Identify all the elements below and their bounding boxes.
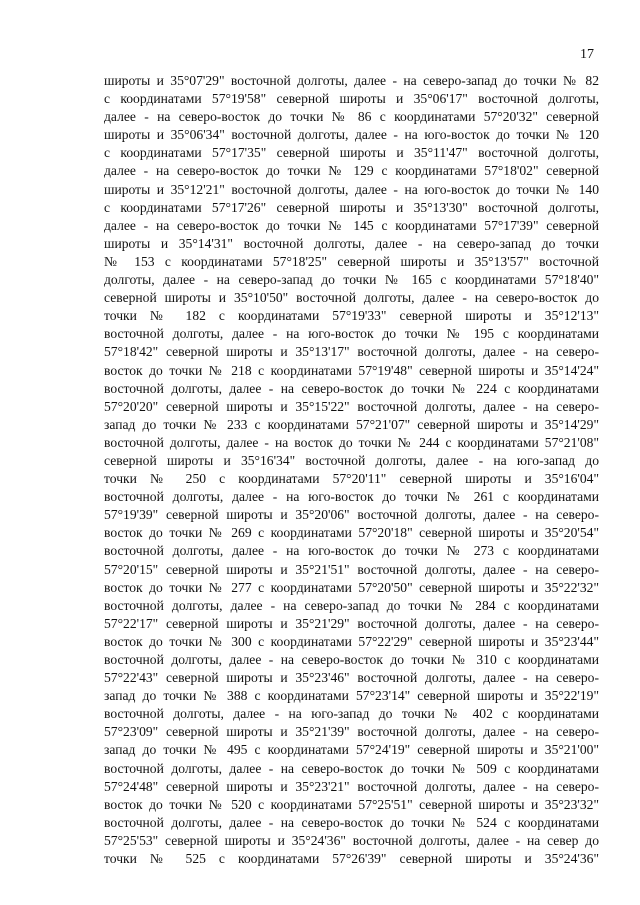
text-line: восточной долготы, далее - на северо-восток до точки № 310 с координатами [104,652,599,667]
text-line: восточной долготы, далее - на северо-восток до точки № 524 с координатами [104,814,599,830]
text-line: далее - на северо-восток до точки № 129 с координатами 57°18'02" северной [104,163,599,179]
text-line: точки № 250 с координатами 57°20'11" северной широты и 35°16'04" [104,471,599,487]
text-line: 57°20'15" северной широты и 35°21'51" восточной долготы, далее - на северо- [104,561,599,577]
text-line: восточной долготы, далее - на восток до точки № 244 с координатами 57°21'08" [104,434,599,450]
text-line: № 153 с координатами 57°18'25" северной широты и 35°13'57" восточной [104,253,599,269]
text-line: восток до точки № 520 с координатами 57°25'51" северной широты и 35°23'32" [104,796,599,812]
text-line: восточной долготы, далее - на юго-восток до точки № 273 с координатами [104,543,599,559]
text-line: широты и 35°06'34" восточной долготы, далее - на юго-восток до точки № 120 [104,127,599,143]
text-line: далее - на северо-восток до точки № 145 с координатами 57°17'39" северной [104,217,599,233]
text-line: восточной долготы, далее - на юго-запад до точки № 402 с координатами [104,706,599,722]
text-line: с координатами 57°17'26" северной широты и 35°13'30" восточной долготы, [104,199,599,215]
page-number: 17 [580,47,594,62]
text-line: восток до точки № 269 с координатами 57°20'18" северной широты и 35°20'54" [104,525,599,541]
text-line: 57°20'20" северной широты и 35°15'22" восточной долготы, далее - на северо- [104,398,599,414]
text-line: северной широты и 35°16'34" восточной долготы, далее - на юго-запад до [104,452,599,468]
text-line: широты и 35°07'29" восточной долготы, далее - на северо-запад до точки № 82 [104,73,599,88]
text-line: восточной долготы, далее - на северо-восток до точки № 509 с координатами [104,760,599,776]
text-line: 57°23'09" северной широты и 35°21'39" восточной долготы, далее - на северо- [104,724,599,740]
text-line: 57°22'17" северной широты и 35°21'29" восточной долготы, далее - на северо- [104,615,599,631]
text-line: восточной долготы, далее - на юго-восток до точки № 195 с координатами [104,326,599,342]
text-line: 57°25'53" северной широты и 35°24'36" восточной долготы, далее - на север до [104,832,599,848]
text-line: восток до точки № 277 с координатами 57°20'50" северной широты и 35°22'32" [104,579,599,595]
text-line: запад до точки № 233 с координатами 57°21'07" северной широты и 35°14'29" [104,416,599,432]
text-line: точки № 525 с координатами 57°26'39" северной широты и 35°24'36" [104,851,599,867]
text-line: восток до точки № 218 с координатами 57°19'48" северной широты и 35°14'24" [104,362,599,378]
text-line: далее - на северо-восток до точки № 86 с координатами 57°20'32" северной [104,109,599,125]
text-line: запад до точки № 388 с координатами 57°23'14" северной широты и 35°22'19" [104,688,599,704]
text-line: восточной долготы, далее - на северо-восток до точки № 224 с координатами [104,380,599,396]
body-paragraph [104,72,599,868]
text-line: 57°19'39" северной широты и 35°20'06" восточной долготы, далее - на северо- [104,507,599,523]
text-line: 57°18'42" северной широты и 35°13'17" восточной долготы, далее - на северо- [104,344,599,360]
text-line: северной широты и 35°10'50" восточной долготы, далее - на северо-восток до [104,290,599,306]
text-line: широты и 35°14'31" восточной долготы, далее - на северо-запад до точки [104,235,599,251]
text-line: восточной долготы, далее - на северо-запад до точки № 284 с координатами [104,597,599,613]
text-line: широты и 35°12'21" восточной долготы, далее - на юго-восток до точки № 140 [104,181,599,197]
text-line: восток до точки № 300 с координатами 57°22'29" северной широты и 35°23'44" [104,633,599,649]
text-line: запад до точки № 495 с координатами 57°24'19" северной широты и 35°21'00" [104,742,599,758]
text-line: с координатами 57°17'35" северной широты и 35°11'47" восточной долготы, [104,145,599,161]
text-line: точки № 182 с координатами 57°19'33" северной широты и 35°12'13" [104,308,599,324]
text-line: 57°24'48" северной широты и 35°23'21" восточной долготы, далее - на северо- [104,778,599,794]
text-line: восточной долготы, далее - на юго-восток до точки № 261 с координатами [104,489,599,505]
text-line: 57°22'43" северной широты и 35°23'46" восточной долготы, далее - на северо- [104,670,599,686]
text-line: с координатами 57°19'58" северной широты и 35°06'17" восточной долготы, [104,91,599,107]
text-line: долготы, далее - на северо-запад до точки № 165 с координатами 57°18'40" [104,272,599,288]
